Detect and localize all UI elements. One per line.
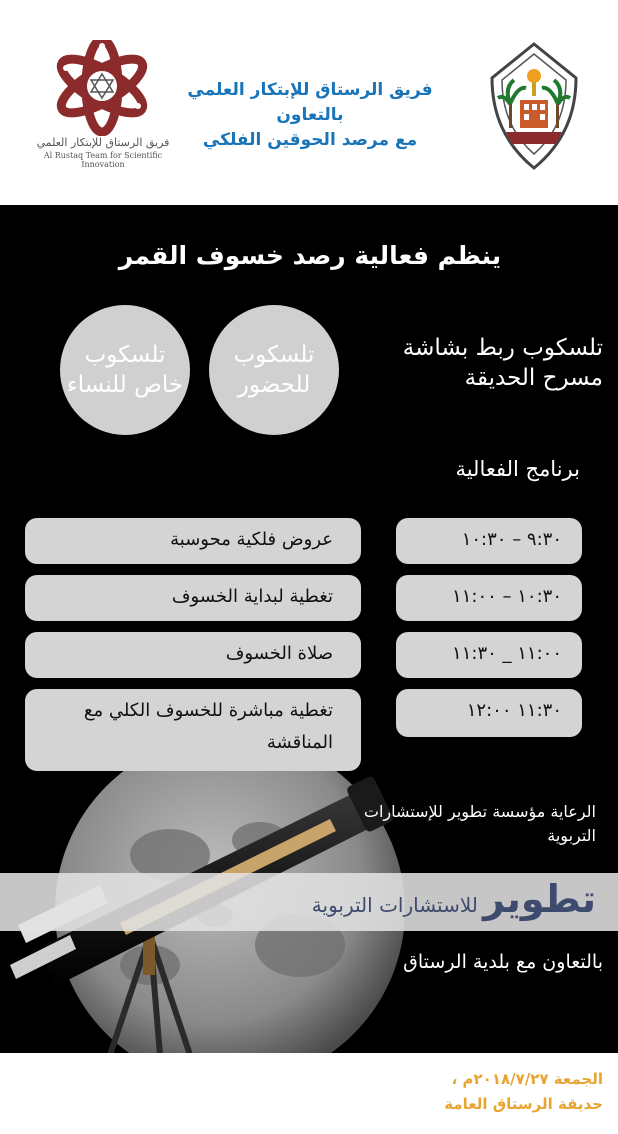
schedule-time: ٩:٣٠ – ١٠:٣٠ (396, 518, 582, 564)
attendance-telescope-label: تلسكوب للحضور (233, 342, 315, 398)
program-heading: برنامج الفعالية (455, 457, 580, 481)
header-organizers (170, 78, 450, 153)
atom-logo-icon (52, 40, 152, 136)
school-emblem-icon (484, 40, 584, 172)
tatweer-subtitle: للاستشارات التربوية (311, 893, 478, 917)
tatweer-logo (312, 877, 596, 921)
school-emblem (484, 40, 584, 176)
attendance-telescope-circle (209, 305, 339, 435)
schedule-event: تغطية لبداية الخسوف (25, 575, 361, 621)
tatweer-name: تطوير (482, 877, 596, 921)
event-poster (0, 205, 618, 1053)
schedule-time: ١١:٣٠ ١٢:٠٠ (396, 689, 582, 737)
event-place: حديقة الرستاق العامة (444, 1095, 603, 1113)
header-line-observatory: مع مرصد الحوقين الفلكي (202, 130, 418, 150)
women-telescope-label: تلسكوب خاص للنساء (66, 342, 184, 398)
footer (0, 1053, 618, 1134)
sponsor-text: الرعاية مؤسسة تطوير للإستشارات التربوية (363, 802, 596, 845)
sponsor-band (0, 873, 618, 931)
event-date-place (303, 1067, 603, 1117)
schedule-time: ١٠:٣٠ – ١١:٠٠ (396, 575, 582, 621)
header (0, 0, 618, 205)
schedule-event: صلاة الخسوف (25, 632, 361, 678)
header-line-cooperation: بالتعاون (276, 105, 344, 125)
team-logo-name-en: Al Rustaq Team for Scientific Innovation (43, 151, 163, 169)
event-title: ينظم فعالية رصد خسوف القمر (118, 241, 502, 270)
municipality-text: بالتعاون مع بلدية الرستاق (403, 951, 603, 973)
screen-telescope-text: تلسكوب ربط بشاشة مسرح الحديقة (402, 335, 603, 391)
team-logo (28, 40, 178, 170)
schedule-event: تغطية مباشرة للخسوف الكلي مع المناقشة (25, 689, 361, 771)
header-line-team: فريق الرستاق للإبتكار العلمي (187, 80, 433, 100)
schedule-time: ١١:٠٠ _ ١١:٣٠ (396, 632, 582, 678)
team-logo-name-ar: فريق الرستاق للإبتكار العلمي (36, 136, 170, 149)
women-telescope-circle (60, 305, 190, 435)
schedule-event: عروض فلكية محوسبة (25, 518, 361, 564)
event-date: الجمعة ٢٠١٨/٧/٢٧م ، (451, 1070, 603, 1088)
